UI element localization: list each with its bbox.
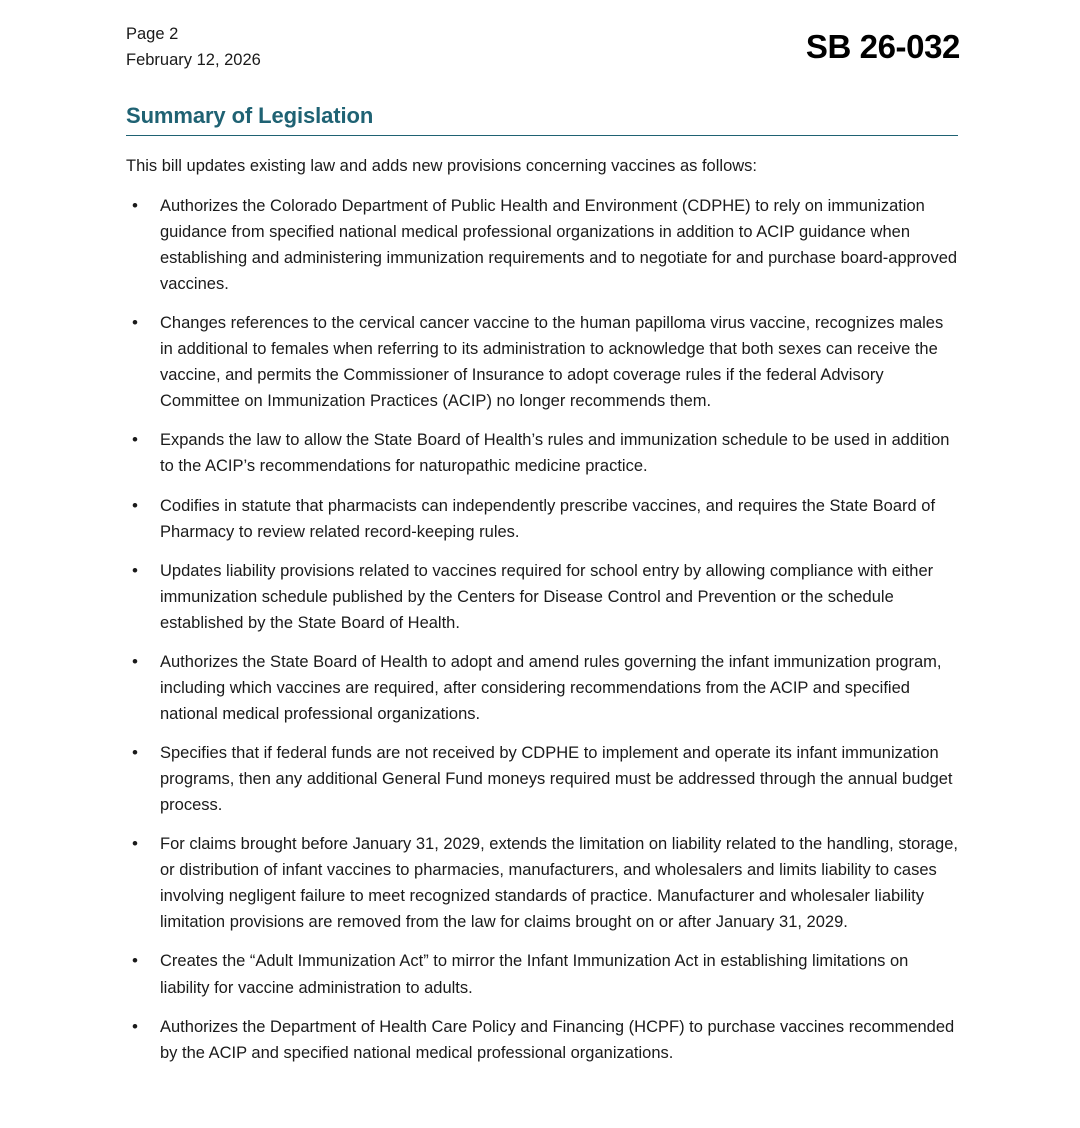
bullet-icon: • [132, 834, 138, 854]
summary-bullet-list [126, 193, 960, 1066]
bullet-icon: • [132, 560, 138, 580]
section-title: Summary of Legislation [126, 103, 374, 129]
list-item-text: Changes references to the cervical cancer vaccine to the human papilloma virus vaccine, recognizes males in additional to females when referring to its administration to acknowledge that both sexes can receive the vaccine, and permits the Commissioner of Insurance to adopt coverage rules if the federal Advisory Committee on Immunization Practices (ACIP) no longer recommends them. [160, 314, 944, 411]
list-item [126, 558, 960, 636]
list-item-text: For claims brought before January 31, 2029, extends the limitation on liability related to the handling, storage, or distribution of infant vaccines to pharmacies, manufacturers, and wholesalers and limits liability to cases involving negligent failure to meet recognized standards of practice. Manufacturer and wholesaler liability limitation provisions are removed from the law for claims brought on or after January 31, 2029. [160, 835, 958, 932]
list-item-text: Expands the law to allow the State Board of Health’s rules and immunization schedule to be used in addition to the ACIP’s recommendations for naturopathic medicine practice. [160, 431, 950, 476]
list-item [126, 649, 960, 727]
page-header [126, 22, 960, 73]
bullet-icon: • [132, 1016, 138, 1036]
bullet-icon: • [132, 651, 138, 671]
list-item-text: Updates liability provisions related to vaccines required for school entry by allowing compliance with either immunization schedule published by the Centers for Disease Control and Prevention or the schedule established by the State Board of Health. [160, 561, 934, 632]
bullet-icon: • [132, 495, 138, 515]
section-divider [126, 135, 958, 136]
list-item [126, 310, 960, 414]
list-item-text: Creates the “Adult Immunization Act” to mirror the Infant Immunization Act in establishing limitations on liability for vaccine administration to adults. [160, 952, 909, 997]
list-item-text: Authorizes the Colorado Department of Public Health and Environment (CDPHE) to rely on immunization guidance from specified national medical professional organizations in addition to ACIP guidance when establishing and administering immunization requirements and to negotiate for and purchase board-approved vaccines. [160, 196, 958, 294]
list-item [126, 1014, 960, 1066]
bullet-icon: • [132, 951, 138, 971]
list-item [126, 427, 960, 479]
section-intro: This bill updates existing law and adds new provisions concerning vaccines as follows: [126, 157, 757, 176]
bullet-icon: • [132, 430, 138, 450]
list-item [126, 740, 960, 818]
header-left-block [126, 22, 261, 73]
document-date: February 12, 2026 [126, 50, 261, 69]
list-item [126, 193, 960, 297]
bullet-icon: • [132, 195, 138, 215]
list-item-text: Specifies that if federal funds are not received by CDPHE to implement and operate its infant immunization programs, then any additional General Fund moneys required must be addressed through the annual budget process. [160, 744, 953, 815]
list-item [126, 948, 960, 1000]
list-item [126, 493, 960, 545]
list-item-text: Codifies in statute that pharmacists can independently prescribe vaccines, and requires the State Board of Pharmacy to review related record-keeping rules. [160, 496, 936, 541]
bullet-icon: • [132, 743, 138, 762]
list-item [126, 831, 960, 935]
list-item-text: Authorizes the Department of Health Care Policy and Financing (HCPF) to purchase vaccines recommended by the ACIP and specified national medical professional organizations. [160, 1017, 955, 1062]
page-label: Page 2 [126, 25, 179, 43]
bullet-icon: • [132, 313, 138, 333]
bill-number: SB 26-032 [805, 28, 960, 65]
list-item-text: Authorizes the State Board of Health to adopt and amend rules governing the infant immunization program, including which vaccines are required, after considering recommendations from the ACIP and specified national medical professional organizations. [160, 652, 942, 723]
